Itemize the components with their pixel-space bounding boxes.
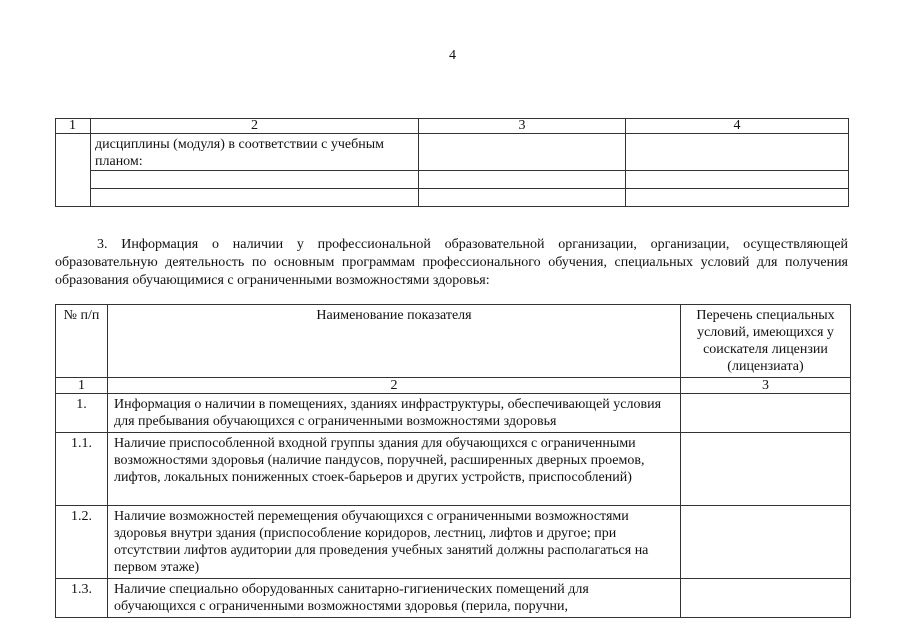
column-index-1: 1: [56, 378, 108, 394]
empty-cell: [91, 171, 419, 189]
column-index-4: 4: [626, 119, 849, 134]
column-index-row: [56, 119, 849, 134]
section-paragraph: 3. Информация о наличии у профессиональной образовательной организации, организации, осуществляющей образовательную деятельность по основным программам профессионального обучения, специальных условий для получения образования обучающимися с ограниченными возможностями здоровья:: [55, 237, 848, 288]
header-list: Перечень специальных условий, имеющихся у соискателя лицензии (лицензиата): [681, 305, 851, 378]
continuation-table: [55, 118, 849, 207]
table-row: [56, 433, 851, 506]
discipline-cell: дисциплины (модуля) в соответствии с учебным планом:: [91, 134, 419, 171]
empty-cell: [626, 134, 849, 171]
row-number: 1.2.: [56, 506, 108, 579]
column-index-row: [56, 378, 851, 394]
row-number: 1.3.: [56, 579, 108, 618]
empty-cell: [56, 134, 91, 207]
row-text: Наличие возможностей перемещения обучающихся с ограниченными возможностями здоровья внутри здания (приспособление коридоров, лестниц, лифтов и другое; при отсутствии лифтов аудитории для проведения учебных занятий должны располагаться на первом этаже): [108, 506, 681, 579]
empty-cell: [419, 134, 626, 171]
row-number: 1.: [56, 394, 108, 433]
page-number: 4: [449, 48, 456, 63]
column-index-2: 2: [91, 119, 419, 134]
row-number: 1.1.: [56, 433, 108, 506]
row-text: Информация о наличии в помещениях, зданиях инфраструктуры, обеспечивающей условия для пребывания обучающихся с ограниченными возможностями здоровья: [108, 394, 681, 433]
row-text: Наличие приспособленной входной группы здания для обучающихся с ограниченными возможностями здоровья (наличие пандусов, поручней, расширенных дверных проемов, лифтов, локальных пониженных стоек-барьеров и других устройств, приспособлений): [108, 433, 681, 506]
empty-cell: [681, 579, 851, 618]
table-row: [56, 506, 851, 579]
column-index-1: 1: [56, 119, 91, 134]
column-index-2: 2: [108, 378, 681, 394]
header-row: [56, 305, 851, 378]
table-row: [56, 134, 849, 171]
table-row: [56, 579, 851, 618]
empty-cell: [681, 506, 851, 579]
table-row: [56, 189, 849, 207]
empty-cell: [419, 189, 626, 207]
table-row: [56, 394, 851, 433]
empty-cell: [419, 171, 626, 189]
header-num: № п/п: [56, 305, 108, 378]
row-text: Наличие специально оборудованных санитарно-гигиенических помещений для обучающихся с ограниченными возможностями здоровья (перила, поручни,: [108, 579, 681, 618]
column-index-3: 3: [681, 378, 851, 394]
empty-cell: [681, 433, 851, 506]
column-index-3: 3: [419, 119, 626, 134]
empty-cell: [626, 171, 849, 189]
empty-cell: [681, 394, 851, 433]
table-row: [56, 171, 849, 189]
header-name: Наименование показателя: [108, 305, 681, 378]
empty-cell: [626, 189, 849, 207]
conditions-table: [55, 304, 851, 618]
empty-cell: [91, 189, 419, 207]
